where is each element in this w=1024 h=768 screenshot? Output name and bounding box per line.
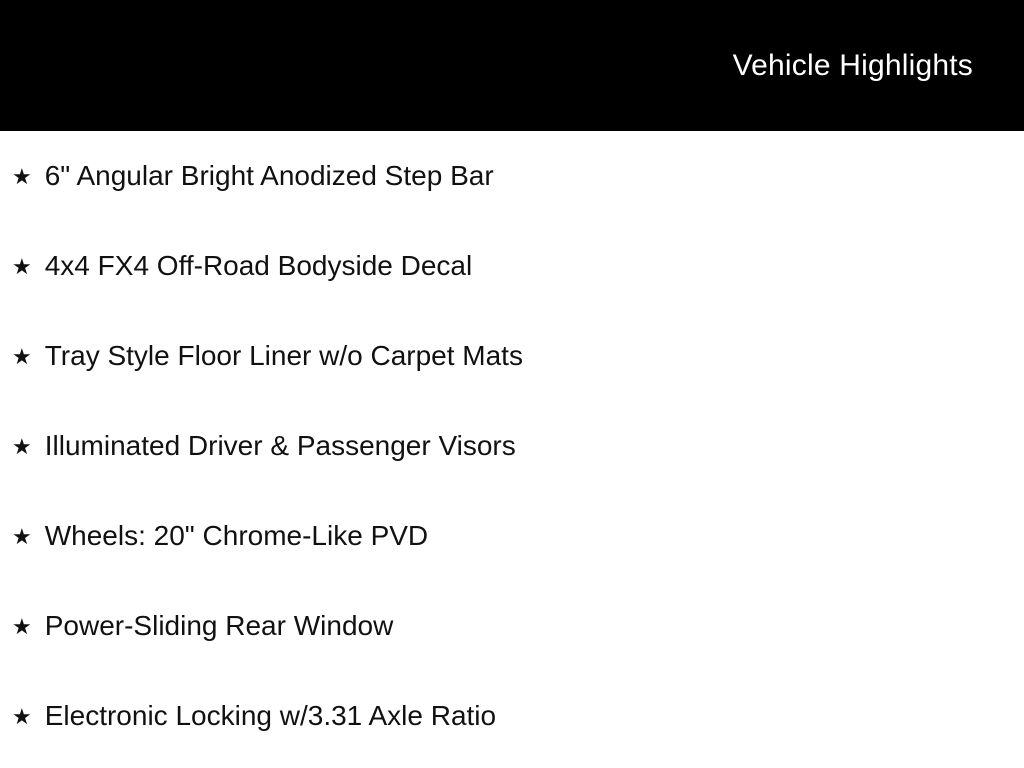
highlight-item [0,492,1024,582]
highlight-list [0,131,1024,762]
highlight-item [0,312,1024,402]
page-title: Vehicle Highlights [732,48,973,82]
star-icon: ★ [12,254,32,279]
highlight-item [0,222,1024,312]
highlight-item [0,672,1024,762]
highlight-item [0,582,1024,672]
highlight-item [0,132,1024,222]
header-bar [0,0,1024,131]
star-icon: ★ [12,164,32,189]
highlight-label: 6" Angular Bright Anodized Step Bar [44,160,494,191]
star-icon: ★ [12,704,32,729]
highlight-label: Electronic Locking w/3.31 Axle Ratio [44,700,497,731]
star-icon: ★ [12,614,32,639]
highlight-item [0,402,1024,492]
star-icon: ★ [12,434,32,459]
highlight-label: Wheels: 20" Chrome-Like PVD [44,520,429,551]
highlight-label: Tray Style Floor Liner w/o Carpet Mats [44,340,523,371]
star-icon: ★ [12,524,32,549]
star-icon: ★ [12,344,32,369]
highlight-label: Illuminated Driver & Passenger Visors [44,430,516,461]
highlight-label: Power-Sliding Rear Window [44,610,394,641]
highlight-label: 4x4 FX4 Off-Road Bodyside Decal [44,250,473,281]
